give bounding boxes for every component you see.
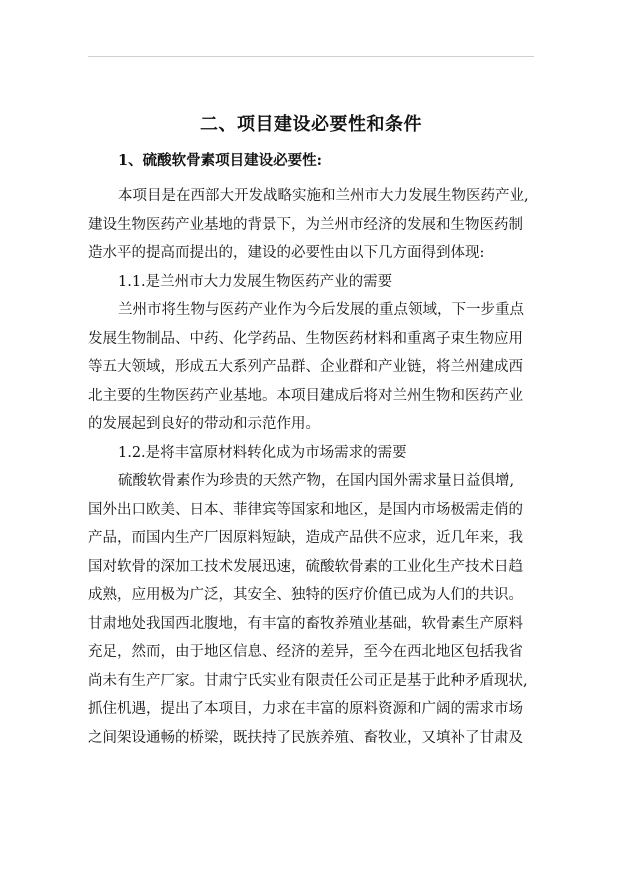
- point2-line: 尚未有生产厂家。甘肃宁氏实业有限责任公司正是基于此种矛盾现状,: [88, 672, 528, 689]
- point2-line: 国对软骨的深加工技术发展迅速，硫酸软骨素的工业化生产技术日趋: [88, 558, 523, 575]
- intro-line: 建设生物医药产业基地的背景下，为兰州市经济的发展和生物医药制: [88, 216, 523, 233]
- point1-line: 等五大领域，形成五大系列产品群、企业群和产业链，将兰州建成西: [88, 359, 523, 375]
- point2-paragraph: [88, 467, 534, 752]
- point2-line: 产品，而国内生产厂因原料短缺，造成产品供不应求，近几年来，我: [88, 530, 523, 546]
- point1-line: 北主要的生物医药产业基地。本项目建成后将对兰州生物和医药产业: [88, 387, 523, 404]
- point2-line: 硫酸软骨素作为珍贵的天然产物，在国内国外需求量日益俱增,: [118, 473, 515, 489]
- intro-paragraph: [88, 182, 534, 268]
- point2-line: 国外出口欧美、日本、菲律宾等国家和地区，是国内市场极需走俏的: [88, 501, 523, 518]
- point2-line: 充足，然而，由于地区信息、经济的差异，至今在西北地区包括我省: [88, 644, 523, 660]
- point1-title: 1.1.是兰州市大力发展生物医药产业的需要: [118, 273, 393, 290]
- point2-line: 抓住机遇，提出了本项目，力求在丰富的原料资源和广阔的需求市场: [88, 701, 523, 717]
- document-body: [88, 108, 534, 752]
- point2-title: 1.2.是将丰富原材料转化成为市场需求的需要: [118, 444, 407, 461]
- header-divider: [88, 56, 534, 57]
- subheading: 1、硫酸软骨素项目建设必要性:: [118, 152, 322, 169]
- point1-line: 的发展起到良好的带动和示范作用。: [88, 416, 320, 432]
- section-title: 二、项目建设必要性和条件: [200, 114, 422, 135]
- point2-line: 成熟，应用极为广泛，其安全、独特的医疗价值已成为人们的共识。: [88, 587, 523, 603]
- intro-line: 本项目是在西部大开发战略实施和兰州市大力发展生物医药产业,: [118, 188, 529, 204]
- point2-line: 之间架设通畅的桥梁，既扶持了民族养殖、畜牧业，又填补了甘肃及: [88, 729, 523, 746]
- point1-line: 发展生物制品、中药、化学药品、生物医药材料和重离子束生物应用: [88, 330, 523, 347]
- point1-paragraph: [88, 296, 534, 439]
- point2-line: 甘肃地处我国西北腹地，有丰富的畜牧养殖业基础，软骨素生产原料: [88, 615, 523, 632]
- point1-line: 兰州市将生物与医药产业作为今后发展的重点领域，下一步重点: [118, 302, 524, 318]
- intro-line: 造水平的提高而提出的，建设的必要性由以下几方面得到体现:: [88, 245, 485, 261]
